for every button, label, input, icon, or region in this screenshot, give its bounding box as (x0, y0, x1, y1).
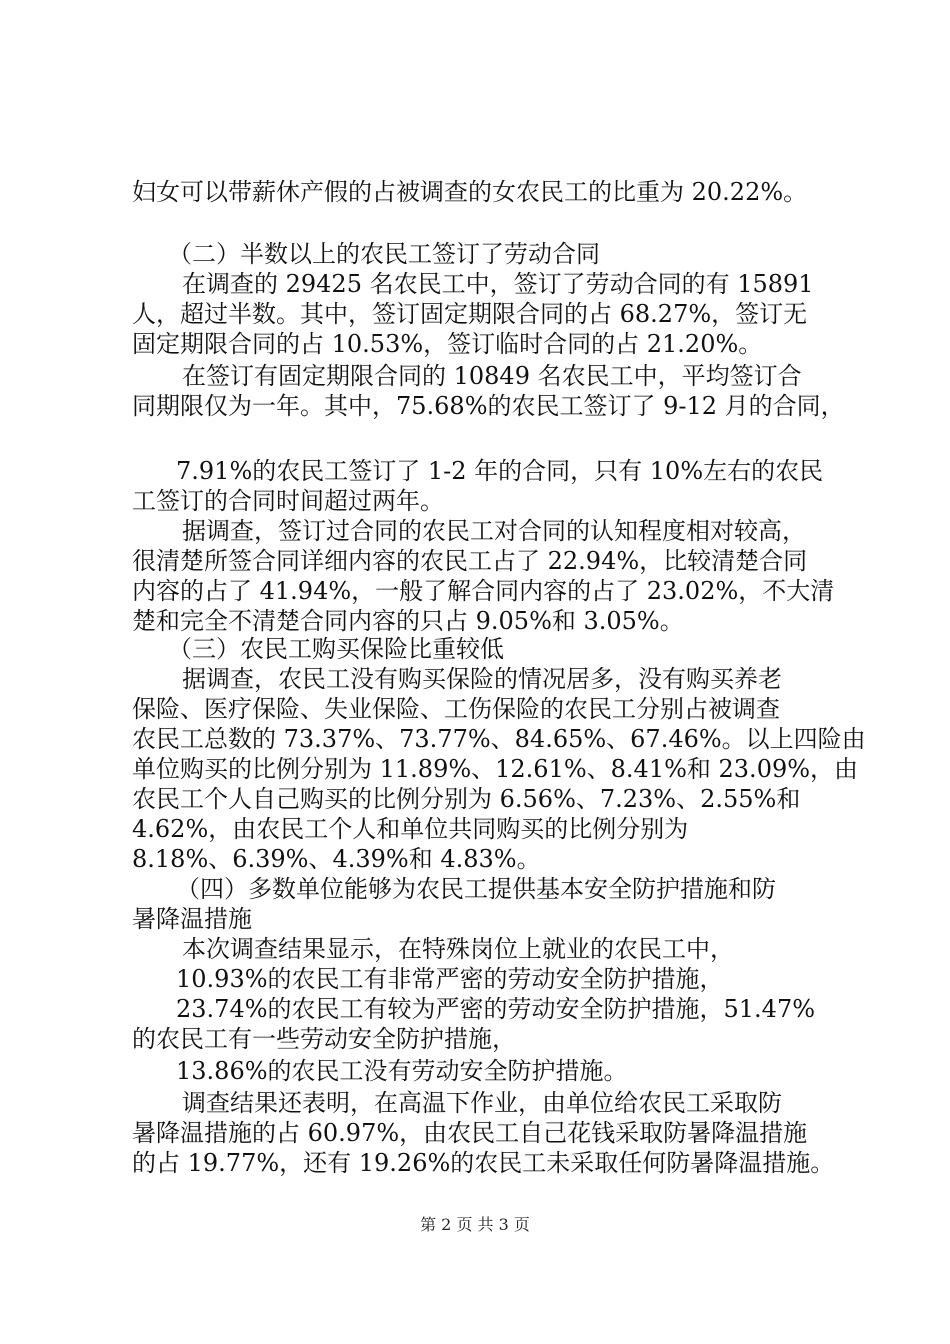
text-line: 楚和完全不清楚合同内容的只占 9.05%和 3.05%。 (132, 607, 684, 635)
text-line: 据调查，签订过合同的农民工对合同的认知程度相对较高， (182, 517, 806, 545)
text-line: 7.91%的农民工签订了 1-2 年的合同，只有 10%左右的农民 (176, 457, 824, 485)
text-line: 10.93%的农民工有非常严密的劳动安全防护措施， (176, 965, 724, 993)
text-line: 暑降温措施的占 60.97%，由农民工自己花钱采取防暑降温措施 (132, 1119, 808, 1147)
text-line: 据调查，农民工没有购买保险的情况居多，没有购买养老 (182, 665, 782, 693)
text-line: 调查结果还表明，在高温下作业，由单位给农民工采取防 (182, 1089, 782, 1117)
text-line: 妇女可以带薪休产假的占被调查的女农民工的比重为 20.22%。 (132, 178, 808, 206)
section-heading: （四）多数单位能够为农民工提供基本安全防护措施和防 (176, 875, 776, 903)
text-line: 内容的占了 41.94%，一般了解合同内容的占了 23.02%，不大清 (132, 577, 835, 605)
text-line: 在调查的 29425 名农民工中，签订了劳动合同的有 15891 (182, 270, 814, 298)
text-line: 人，超过半数。其中，签订固定期限合同的占 68.27%，签订无 (132, 300, 808, 328)
text-line: 8.18%、6.39%、4.39%和 4.83%。 (132, 845, 541, 873)
text-line: 的占 19.77%，还有 19.26%的农民工未采取任何防暑降温措施。 (132, 1149, 835, 1177)
text-line: 保险、医疗保险、失业保险、工伤保险的农民工分别占被调查 (132, 695, 780, 723)
text-line: 单位购买的比例分别为 11.89%、12.61%、8.41%和 23.09%，由 (132, 755, 859, 783)
text-line: 的农民工有一些劳动安全防护措施， (132, 1025, 516, 1053)
text-line: 农民工个人自己购买的比例分别为 6.56%、7.23%、2.55%和 (132, 785, 801, 813)
text-line: 工签订的合同时间超过两年。 (132, 487, 444, 515)
section-heading: （三）农民工购买保险比重较低 (168, 635, 504, 663)
text-line: 很清楚所签合同详细内容的农民工占了 22.94%，比较清楚合同 (132, 547, 808, 575)
section-heading: （二）半数以上的农民工签订了劳动合同 (168, 240, 600, 268)
text-line: 固定期限合同的占 10.53%，签订临时合同的占 21.20%。 (132, 330, 763, 358)
text-line: 同期限仅为一年。其中，75.68%的农民工签订了 9-12 月的合同， (132, 392, 845, 420)
text-line: 13.86%的农民工没有劳动安全防护措施。 (176, 1057, 628, 1085)
text-line: 本次调查结果显示，在特殊岗位上就业的农民工中， (182, 935, 734, 963)
text-line: 暑降温措施 (132, 905, 252, 933)
text-line: 在签订有固定期限合同的 10849 名农民工中，平均签订合 (182, 362, 802, 390)
text-line: 23.74%的农民工有较为严密的劳动安全防护措施，51.47% (176, 995, 816, 1023)
text-line: 农民工总数的 73.37%、73.77%、84.65%、67.46%。以上四险由 (132, 725, 866, 753)
text-line: 4.62%，由农民工个人和单位共同购买的比例分别为 (132, 815, 689, 843)
page-number-footer: 第 2 页 共 3 页 (420, 1215, 530, 1234)
